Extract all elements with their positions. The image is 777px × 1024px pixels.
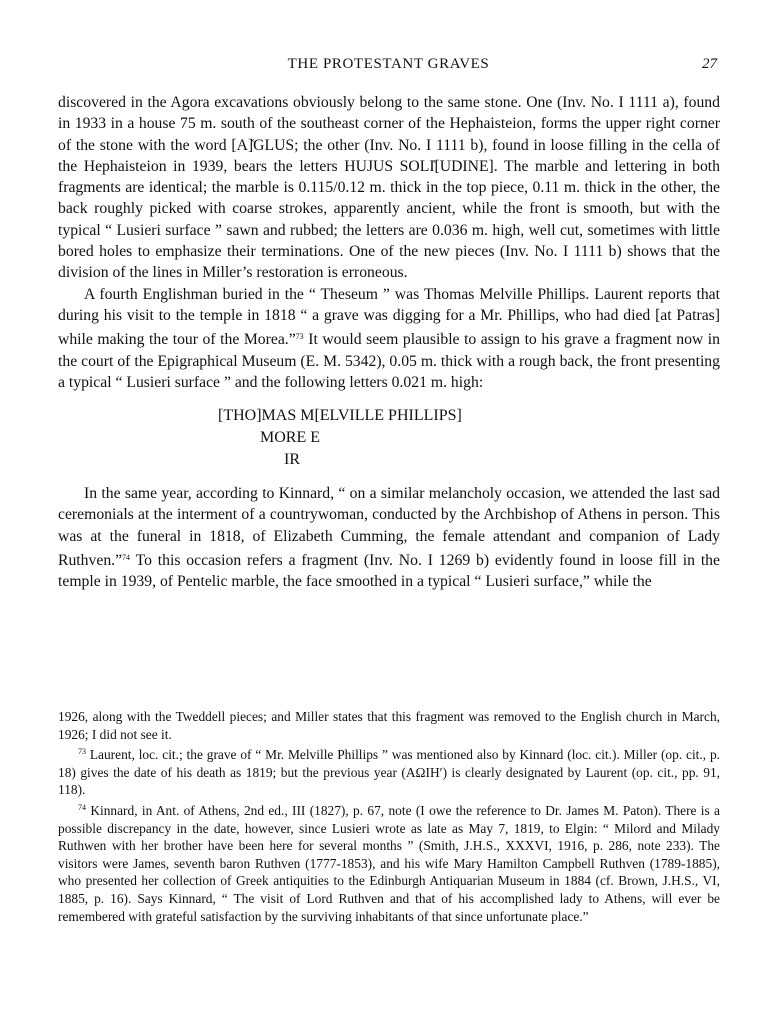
footnote-74-text: Kinnard, in Ant. of Athens, 2nd ed., III (1827), p. 67, note (I owe the reference to Dr. James M. Paton). There is a possible discrepancy in the date, however, since Lusieri wrote as late as May 7, 1819, to Elgin: “ Milord and Milady Ruthwen with her brother have been here for several months ” (Smith, J.H.S., XXXVI, 1916, p. 286, note 233). The visitors were James, seventh baron Ruthven (1777-1853), and his wife Mary Hamilton Campbell Ruthven (1789-1885), who presented her collection of Greek antiquities to the Edinburgh Antiquarian Museum in 1884 (cf. Brown, J.H.S., VI, 1885, p. 16). Says Kinnard, “ The visit of Lord Ruthven and that of his accomplished lady to Athens, will ever be remembered with grateful satisfaction by the surviving inhabitants of that since unfortunate place.” [58, 802, 720, 924]
inscription-line-2: MORE E [260, 429, 320, 447]
paragraph-3-continued: To this occasion refers a fragment (Inv. No. I 1269 b) evidently found in loose fill in the temple in 1939, of Pentelic marble, the face smoothed in a typical “ Lusieri surface,” while the [58, 552, 720, 591]
inscription-line-1: [THO]MAS M[ELVILLE PHILLIPS] [218, 407, 462, 425]
paragraph-3-text: In the same year, according to Kinnard, “ on a similar melancholy occasion, we attended the last sad ceremonials at the interment of a countrywoman, conducted by the Archbishop of Athens in person. This was at the funeral in 1818, of Elizabeth Cumming, the female attendant and companion of Lady Ruthven.” [58, 485, 720, 570]
paragraph-2 [58, 284, 720, 393]
inscription-block [58, 405, 720, 471]
running-header [58, 56, 719, 76]
paragraph-3 [58, 483, 720, 592]
footnote-73-text: Laurent, loc. cit.; the grave of “ Mr. Melville Phillips ” was mentioned also by Kinnard (loc. cit.). Miller (op. cit., p. 18) gives the date of his death as 1819; but the previous year (ΑΩΙΗ′) is clearly designated by Laurent (op. cit., pp. 91, 118). [58, 747, 720, 798]
page-number: 27 [702, 56, 717, 72]
footnote-73 [58, 743, 720, 799]
footnote-continued: 1926, along with the Tweddell pieces; and Miller states that this fragment was removed to the English church in March, 1926; I did not see it. [58, 709, 720, 742]
running-title: THE PROTESTANT GRAVES [287, 56, 490, 72]
footnote-ref-73: 73 [295, 332, 304, 342]
footnote-ref-74: 74 [122, 553, 131, 563]
inscription-line-3: IR [284, 451, 300, 469]
paragraph-1: discovered in the Agora excavations obviously belong to the same stone. One (Inv. No. I 1111 a), found in 1933 in a house 75 m. south of the southeast corner of the Hephaisteion, forms the upper right corner of the stone with the word [A]᷾GLUS; the other (Inv. No. I 1111 b), found in loose filling in the cella of the Hephaisteion in 1939, bears the letters HUJUS SOLI᷾[UDINE]. The marble and lettering in both fragments are identical; the marble is 0.115/0.12 m. thick in the top piece, 0.11 m. thick in the other, the back roughly picked with coarse strokes, apparently ancient, while the front is smooth, but with the typical “ Lusieri surface ” sawn and rubbed; the letters are 0.036 m. high, well cut, sometimes with little bored holes to emphasize their terminations. One of the new pieces (Inv. No. I 1111 b) shows that the division of the lines in Miller’s restoration is erroneous. [58, 94, 720, 282]
paragraph-2-text: A fourth Englishman buried in the “ Theseum ” was Thomas Melville Phillips. Laurent reports that during his visit to the temple in 1818 “ a grave was digging for a Mr. Phillips, who had died [at Patras] while making the tour of the Morea.” [58, 285, 720, 349]
footnote-73-number: 73 [78, 747, 86, 757]
main-text [58, 92, 720, 593]
footnote-74 [58, 799, 720, 925]
paragraph-2-continued: It would seem plausible to assign to his grave a fragment now in the court of the Epigraphical Museum (E. M. 5342), 0.05 m. thick with a rough back, the front presenting a typical “ Lusieri surface ” and the following letters 0.021 m. high: [58, 331, 720, 391]
footnotes [58, 708, 720, 925]
footnote-74-number: 74 [78, 802, 86, 812]
